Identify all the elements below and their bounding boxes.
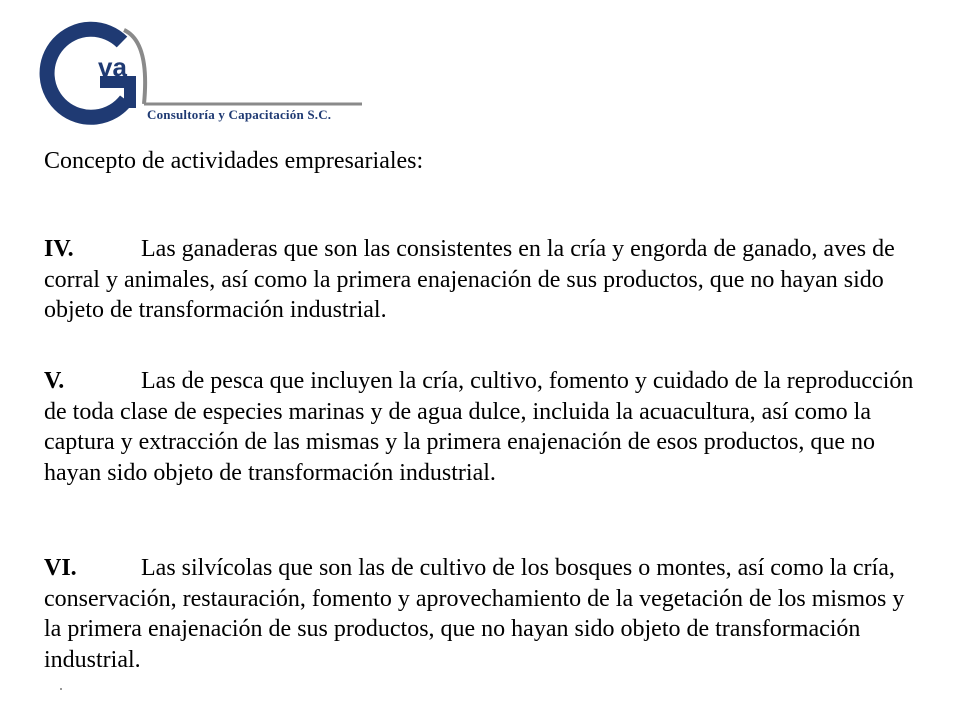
- logo-letters: va: [98, 52, 127, 82]
- paragraph-vi: [44, 553, 924, 675]
- decorative-dot: [60, 688, 62, 690]
- paragraph-text: Las silvícolas que son las de cultivo de los bosques o montes, así como la cría, conservación, restauración, fomento y aprovechamiento de la vegetación de los mismos y la primera enajenación de sus productos, que no hayan sido objeto de transformación industrial.: [44, 555, 905, 673]
- paragraph-numeral: IV.: [44, 236, 74, 262]
- paragraph-numeral: V.: [44, 368, 65, 394]
- paragraph-iv: [44, 234, 924, 326]
- paragraph-text: Las ganaderas que son las consistentes en la cría y engorda de ganado, aves de corral y animales, así como la primera enajenación de sus productos, que no hayan sido objeto de transformación industrial.: [44, 236, 895, 323]
- logo-tagline: Consultoría y Capacitación S.C.: [147, 107, 332, 122]
- paragraph-text: Las de pesca que incluyen la cría, cultivo, fomento y cuidado de la reproducción de toda clase de especies marinas y de agua dulce, incluida la acuacultura, así como la captura y extracción de las mismas y la primera enajenación de esos productos, que no hayan sido objeto de transformación industrial.: [44, 368, 914, 486]
- paragraph-numeral: VI.: [44, 555, 77, 581]
- paragraph-v: [44, 366, 924, 488]
- document-heading: Concepto de actividades empresariales:: [44, 148, 424, 174]
- document-body: [44, 146, 924, 673]
